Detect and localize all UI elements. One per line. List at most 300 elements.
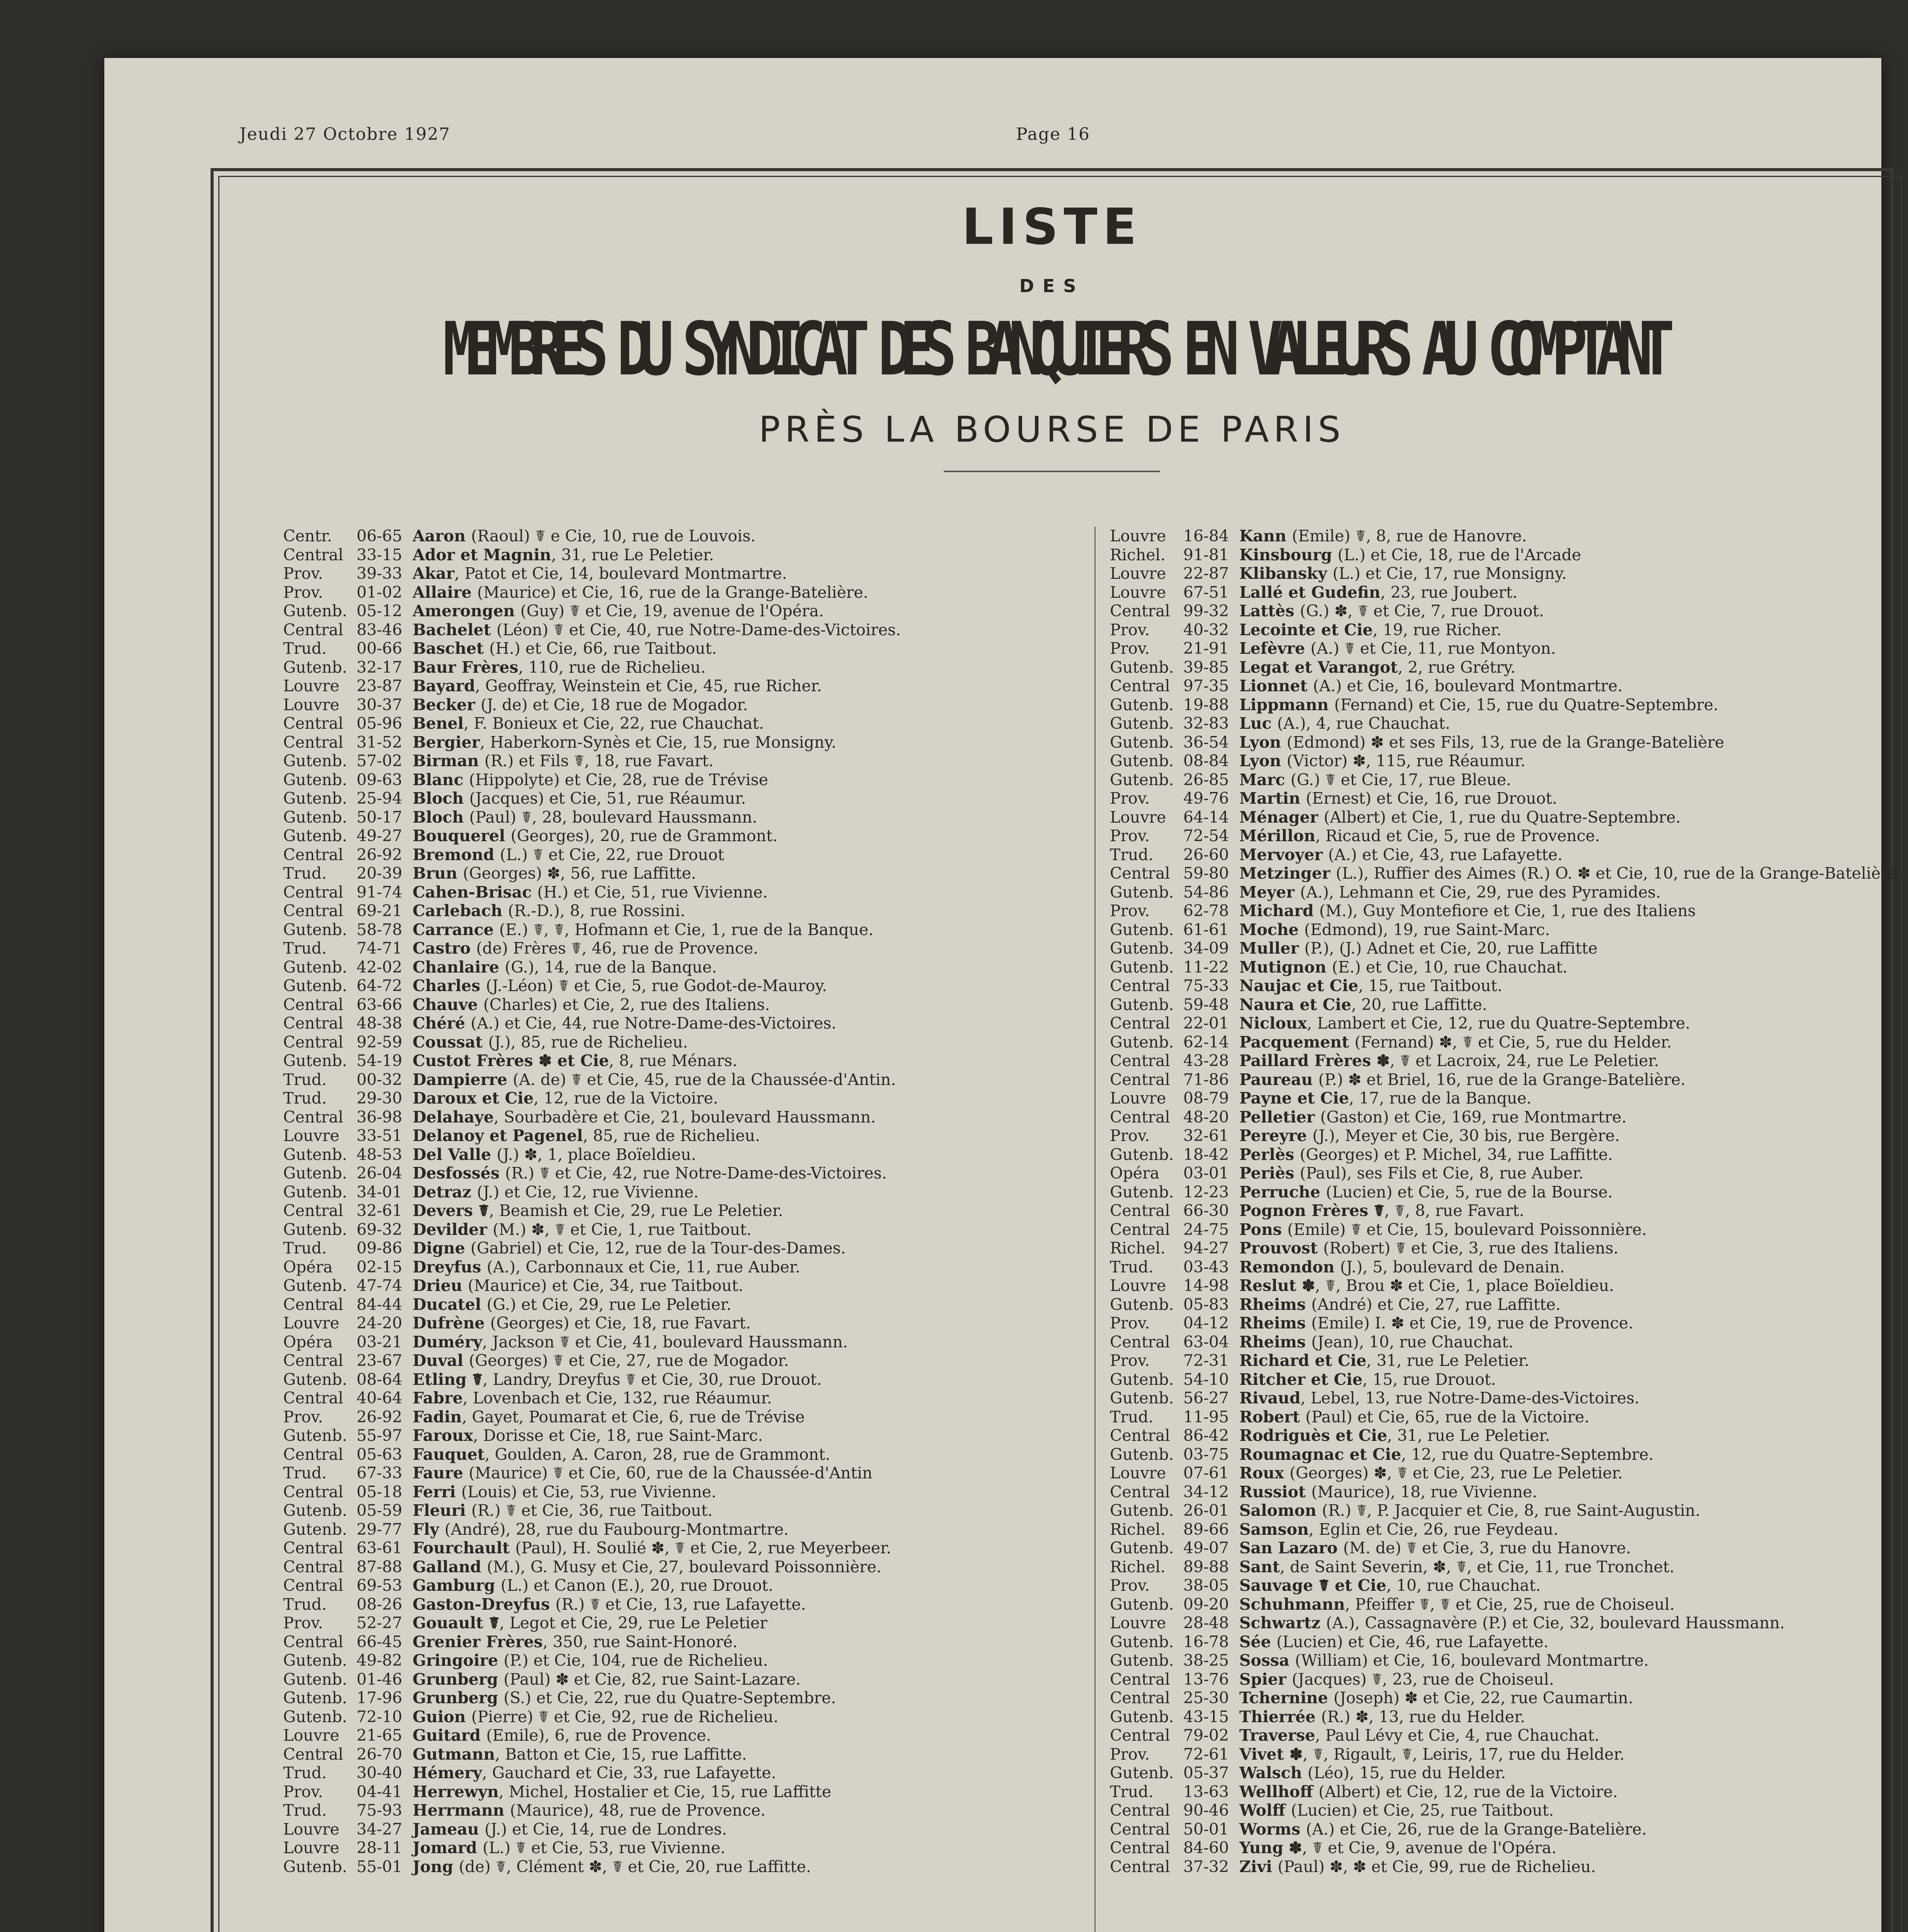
exchange-name: Gutenb. <box>1110 995 1174 1014</box>
member-entry: Sossa (William) et Cie, 16, boulevard Montmartre. <box>1239 1651 1649 1670</box>
exchange-name: Central <box>283 1557 343 1576</box>
phone-number: 09-20 <box>1183 1595 1229 1614</box>
member-entry: Wellhoff (Albert) et Cie, 12, rue de la Victoire. <box>1239 1782 1618 1801</box>
member-entry: Akar, Patot et Cie, 14, boulevard Montmartre. <box>413 564 787 583</box>
phone-number: 09-63 <box>357 770 403 789</box>
member-row <box>1110 1408 1903 1427</box>
member-row <box>283 1633 901 1651</box>
member-entry: Gamburg (L.) et Canon (E.), 20, rue Drouot. <box>413 1576 773 1595</box>
phone-number: 01-46 <box>357 1670 403 1689</box>
phone-number: 04-41 <box>357 1782 403 1801</box>
exchange-name: Central <box>283 1576 343 1595</box>
phone-number: 54-19 <box>357 1051 403 1070</box>
member-row <box>1110 864 1903 883</box>
member-entry: Benel, F. Bonieux et Cie, 22, rue Chauchat. <box>413 714 764 733</box>
member-row <box>283 564 901 583</box>
phone-number: 16-78 <box>1183 1632 1229 1651</box>
member-row <box>283 677 901 696</box>
phone-number: 19-88 <box>1183 695 1229 714</box>
exchange-name: Central <box>283 1107 343 1126</box>
phone-number: 25-30 <box>1183 1689 1229 1707</box>
exchange-name: Gutenb. <box>283 752 347 770</box>
phone-number: 50-17 <box>357 808 403 827</box>
exchange-name: Richel. <box>1110 545 1166 564</box>
exchange-name: Trud. <box>1110 1257 1154 1276</box>
member-row <box>283 696 901 714</box>
exchange-name: Gutenb. <box>1110 695 1174 714</box>
exchange-name: Central <box>1110 1107 1170 1126</box>
exchange-name: Central <box>1110 1820 1170 1838</box>
member-entry: Gringoire (P.) et Cie, 104, rue de Richelieu. <box>413 1651 768 1670</box>
member-row <box>283 958 901 977</box>
exchange-name: Central <box>283 883 343 901</box>
phone-number: 69-21 <box>357 901 403 920</box>
phone-number: 05-83 <box>1183 1295 1229 1314</box>
member-entry: Muller (P.), (J.) Adnet et Cie, 20, rue Laffitte <box>1239 939 1598 957</box>
member-row <box>283 1126 901 1145</box>
member-entry: Kinsbourg (L.) et Cie, 18, rue de l'Arcade <box>1239 545 1581 564</box>
member-entry: Sée (Lucien) et Cie, 46, rue Lafayette. <box>1239 1632 1549 1651</box>
phone-number: 26-60 <box>1183 845 1229 864</box>
member-entry: Fly (André), 28, rue du Faubourg-Montmartre. <box>413 1520 789 1539</box>
exchange-name: Gutenb. <box>1110 752 1174 770</box>
exchange-name: Central <box>1110 1726 1170 1745</box>
phone-number: 17-96 <box>357 1689 403 1707</box>
phone-number: 38-05 <box>1183 1576 1229 1595</box>
exchange-name: Central <box>283 1201 343 1220</box>
member-entry: Zivi (Paul) ✽, ✽ et Cie, 99, rue de Richelieu. <box>1239 1857 1596 1876</box>
member-row <box>1110 621 1903 639</box>
exchange-name: Central <box>1110 1857 1170 1876</box>
member-entry: Lecointe et Cie, 19, rue Richer. <box>1239 620 1502 639</box>
exchange-name: Gutenb. <box>1110 1389 1174 1407</box>
member-row <box>283 1370 901 1389</box>
member-row <box>283 1145 901 1164</box>
exchange-name: Gutenb. <box>283 1051 347 1070</box>
exchange-name: Louvre <box>1110 583 1166 602</box>
member-entry: Etling ☤, Landry, Dreyfus ☤ et Cie, 30, rue Drouot. <box>413 1370 822 1389</box>
exchange-name: Central <box>1110 1426 1170 1445</box>
member-entry: Fourchault (Paul), H. Soulié ✽, ☤ et Cie, 2, rue Meyerbeer. <box>413 1539 891 1557</box>
member-entry: Chanlaire (G.), 14, rue de la Banque. <box>413 957 717 976</box>
member-row <box>283 1595 901 1614</box>
exchange-name: Louvre <box>283 1126 340 1145</box>
exchange-name: Prov. <box>1110 789 1150 808</box>
phone-number: 48-38 <box>357 1014 403 1032</box>
exchange-name: Gutenb. <box>283 1164 347 1182</box>
phone-number: 08-84 <box>1183 752 1229 770</box>
exchange-name: Prov. <box>1110 1576 1150 1595</box>
exchange-name: Central <box>283 733 343 752</box>
member-entry: Legat et Varangot, 2, rue Grétry. <box>1239 658 1516 677</box>
exchange-name: Gutenb. <box>1110 1595 1174 1614</box>
member-row <box>1110 1145 1903 1164</box>
member-row <box>1110 827 1903 845</box>
member-row <box>1110 789 1903 808</box>
phone-number: 36-54 <box>1183 733 1229 752</box>
member-row <box>283 1314 901 1333</box>
member-row <box>283 1239 901 1258</box>
phone-number: 79-02 <box>1183 1726 1229 1745</box>
member-row <box>283 527 901 546</box>
member-entry: Gutmann, Batton et Cie, 15, rue Laffitte. <box>413 1745 747 1764</box>
phone-number: 75-33 <box>1183 976 1229 995</box>
exchange-name: Central <box>283 1632 343 1651</box>
member-entry: Ducatel (G.) et Cie, 29, rue Le Peletier. <box>413 1295 732 1314</box>
exchange-name: Trud. <box>283 1089 327 1107</box>
member-row <box>1110 1670 1903 1689</box>
member-row <box>283 658 901 677</box>
phone-number: 28-11 <box>357 1838 403 1857</box>
phone-number: 16-84 <box>1183 527 1229 545</box>
phone-number: 36-98 <box>357 1107 403 1126</box>
exchange-name: Trud. <box>283 1070 327 1089</box>
exchange-name: Central <box>1110 1689 1170 1707</box>
member-entry: Carrance (E.) ☤, ☤, Hofmann et Cie, 1, rue de la Banque. <box>413 920 873 939</box>
exchange-name: Central <box>1110 1332 1170 1351</box>
exchange-name: Central <box>1110 864 1170 883</box>
member-entry: Herrewyn, Michel, Hostalier et Cie, 15, rue Laffitte <box>413 1782 831 1801</box>
phone-number: 42-02 <box>357 957 403 976</box>
phone-number: 74-71 <box>357 939 403 957</box>
member-row <box>1110 1070 1903 1089</box>
member-entry: Herrmann (Maurice), 48, rue de Provence. <box>413 1801 766 1820</box>
phone-number: 69-53 <box>357 1576 403 1595</box>
member-row <box>1110 1370 1903 1389</box>
member-row <box>283 1183 901 1202</box>
member-row <box>1110 1295 1903 1314</box>
phone-number: 29-30 <box>357 1089 403 1107</box>
phone-number: 26-92 <box>357 1407 403 1426</box>
exchange-name: Central <box>1110 1014 1170 1032</box>
member-entry: San Lazaro (M. de) ☤ et Cie, 3, rue du Hanovre. <box>1239 1539 1631 1557</box>
member-entry: Galland (M.), G. Musy et Cie, 27, boulevard Poissonnière. <box>413 1557 882 1576</box>
member-entry: Roux (Georges) ✽, ☤ et Cie, 23, rue Le Peletier. <box>1239 1464 1623 1482</box>
header-page-number: Page 16 <box>1016 124 1091 144</box>
phone-number: 24-20 <box>357 1314 403 1332</box>
member-row <box>283 995 901 1014</box>
title-rule <box>944 471 1160 472</box>
exchange-name: Louvre <box>1110 527 1166 545</box>
phone-number: 47-74 <box>357 1276 403 1295</box>
member-row <box>283 1351 901 1370</box>
member-entry: Jomard (L.) ☤ et Cie, 53, rue Vivienne. <box>413 1838 725 1857</box>
phone-number: 59-80 <box>1183 864 1229 883</box>
phone-number: 62-14 <box>1183 1032 1229 1051</box>
phone-number: 66-45 <box>357 1632 403 1651</box>
member-entry: Blanc (Hippolyte) et Cie, 28, rue de Trévise <box>413 770 768 789</box>
member-entry: Allaire (Maurice) et Cie, 16, rue de la Grange-Batelière. <box>413 583 868 602</box>
member-entry: Brun (Georges) ✽, 56, rue Laffitte. <box>413 864 697 883</box>
member-row <box>1110 1782 1903 1801</box>
member-row <box>283 920 901 939</box>
member-row <box>1110 1014 1903 1033</box>
phone-number: 63-61 <box>357 1539 403 1557</box>
member-entry: Thierrée (R.) ✽, 13, rue du Helder. <box>1239 1707 1525 1726</box>
phone-number: 03-01 <box>1183 1164 1229 1182</box>
member-row <box>1110 1333 1903 1352</box>
member-entry: Lippmann (Fernand) et Cie, 15, rue du Quatre-Septembre. <box>1239 695 1719 714</box>
phone-number: 11-22 <box>1183 957 1229 976</box>
phone-number: 69-32 <box>357 1220 403 1239</box>
member-row <box>1110 1539 1903 1558</box>
member-row <box>1110 1820 1903 1839</box>
member-row <box>283 1558 901 1577</box>
exchange-name: Gutenb. <box>1110 1651 1174 1670</box>
member-entry: Meyer (A.), Lehmann et Cie, 29, rue des Pyramides. <box>1239 883 1661 901</box>
exchange-name: Opéra <box>1110 1164 1160 1182</box>
phone-number: 23-87 <box>357 677 403 695</box>
phone-number: 05-18 <box>357 1482 403 1501</box>
member-row <box>1110 1651 1903 1670</box>
member-entry: Jameau (J.) et Cie, 14, rue de Londres. <box>413 1820 727 1838</box>
exchange-name: Gutenb. <box>1110 770 1174 789</box>
exchange-name: Trud. <box>283 639 327 658</box>
title-liste: LISTE <box>962 198 1142 256</box>
member-row <box>283 789 901 808</box>
exchange-name: Trud. <box>283 864 327 883</box>
phone-number: 43-28 <box>1183 1051 1229 1070</box>
member-row <box>283 1838 901 1857</box>
exchange-name: Trud. <box>283 1239 327 1257</box>
column-divider <box>1094 527 1096 1932</box>
exchange-name: Prov. <box>1110 901 1150 920</box>
member-row <box>283 1014 901 1033</box>
exchange-name: Gutenb. <box>1110 1764 1174 1782</box>
member-entry: Pacquement (Fernand) ✽, ☤ et Cie, 5, rue du Helder. <box>1239 1032 1672 1051</box>
phone-number: 59-48 <box>1183 995 1229 1014</box>
exchange-name: Gutenb. <box>283 920 347 939</box>
member-entry: Salomon (R.) ☤, P. Jacquier et Cie, 8, rue Saint-Augustin. <box>1239 1501 1701 1520</box>
member-entry: Bergier, Haberkorn-Synès et Cie, 15, rue Monsigny. <box>413 733 836 752</box>
exchange-name: Louvre <box>283 1726 340 1745</box>
phone-number: 99-32 <box>1183 602 1229 620</box>
phone-number: 50-01 <box>1183 1820 1229 1838</box>
exchange-name: Central <box>1110 1051 1170 1070</box>
member-row <box>1110 1051 1903 1070</box>
exchange-name: Gutenb. <box>283 1370 347 1389</box>
phone-number: 01-02 <box>357 583 403 602</box>
member-entry: Del Valle (J.) ✽, 1, place Boïeldieu. <box>413 1145 696 1164</box>
member-row <box>283 1782 901 1801</box>
member-entry: Nicloux, Lambert et Cie, 12, rue du Quatre-Septembre. <box>1239 1014 1691 1032</box>
member-entry: Schwartz (A.), Cassagnavère (P.) et Cie, 32, boulevard Haussmann. <box>1239 1614 1785 1632</box>
member-entry: Ménager (Albert) et Cie, 1, rue du Quatre-Septembre. <box>1239 808 1681 827</box>
phone-number: 08-26 <box>357 1595 403 1614</box>
member-entry: Grunberg (Paul) ✽ et Cie, 82, rue Saint-Lazare. <box>413 1670 801 1689</box>
phone-number: 21-91 <box>1183 639 1229 658</box>
member-row <box>283 1689 901 1708</box>
member-row <box>1110 714 1903 733</box>
member-row <box>283 1333 901 1352</box>
exchange-name: Gutenb. <box>1110 1539 1174 1557</box>
exchange-name: Trud. <box>1110 845 1154 864</box>
header-date: Jeudi 27 Octobre 1927 <box>240 124 451 144</box>
phone-number: 25-94 <box>357 789 403 808</box>
exchange-name: Gutenb. <box>283 1276 347 1295</box>
member-row <box>283 864 901 883</box>
member-row <box>1110 995 1903 1014</box>
phone-number: 48-53 <box>357 1145 403 1164</box>
member-row <box>1110 1633 1903 1651</box>
exchange-name: Richel. <box>1110 1557 1166 1576</box>
member-row <box>1110 527 1903 546</box>
phone-number: 05-37 <box>1183 1764 1229 1782</box>
exchange-name: Louvre <box>1110 1089 1166 1107</box>
phone-number: 49-27 <box>357 827 403 845</box>
exchange-name: Prov. <box>1110 1126 1150 1145</box>
member-row <box>283 976 901 995</box>
member-row <box>283 1033 901 1052</box>
member-row <box>283 714 901 733</box>
exchange-name: Trud. <box>1110 1407 1154 1426</box>
exchange-name: Gutenb. <box>1110 1182 1174 1201</box>
phone-number: 61-61 <box>1183 920 1229 939</box>
phone-number: 56-27 <box>1183 1389 1229 1407</box>
phone-number: 89-66 <box>1183 1520 1229 1539</box>
exchange-name: Gutenb. <box>283 827 347 845</box>
phone-number: 90-46 <box>1183 1801 1229 1820</box>
member-entry: Lallé et Gudefin, 23, rue Joubert. <box>1239 583 1518 602</box>
phone-number: 72-61 <box>1183 1745 1229 1764</box>
member-row <box>1110 1389 1903 1408</box>
member-entry: Sant, de Saint Severin, ✽, ☤, et Cie, 11, rue Tronchet. <box>1239 1557 1675 1576</box>
phone-number: 00-66 <box>357 639 403 658</box>
exchange-name: Gutenb. <box>283 808 347 827</box>
phone-number: 49-07 <box>1183 1539 1229 1557</box>
member-entry: Michard (M.), Guy Montefiore et Cie, 1, rue des Italiens <box>1239 901 1696 920</box>
phone-number: 30-37 <box>357 695 403 714</box>
member-entry: Worms (A.) et Cie, 26, rue de la Grange-Batelière. <box>1239 1820 1647 1838</box>
phone-number: 14-98 <box>1183 1276 1229 1295</box>
member-row <box>1110 1351 1903 1370</box>
member-entry: Pons (Emile) ☤ et Cie, 15, boulevard Poissonnière. <box>1239 1220 1647 1239</box>
member-entry: Duméry, Jackson ☤ et Cie, 41, boulevard Haussmann. <box>413 1332 848 1351</box>
member-row <box>1110 1558 1903 1577</box>
phone-number: 03-43 <box>1183 1257 1229 1276</box>
member-entry: Dufrène (Georges) et Cie, 18, rue Favart. <box>413 1314 751 1332</box>
phone-number: 06-65 <box>357 527 403 545</box>
phone-number: 39-33 <box>357 564 403 583</box>
member-entry: Periès (Paul), ses Fils et Cie, 8, rue Auber. <box>1239 1164 1584 1182</box>
member-row <box>1110 733 1903 752</box>
exchange-name: Central <box>283 995 343 1014</box>
member-entry: Gaston-Dreyfus (R.) ☤ et Cie, 13, rue Lafayette. <box>413 1595 806 1614</box>
exchange-name: Gutenb. <box>283 1182 347 1201</box>
member-entry: Naura et Cie, 20, rue Laffitte. <box>1239 995 1487 1014</box>
phone-number: 86-42 <box>1183 1426 1229 1445</box>
member-row <box>1110 1764 1903 1782</box>
exchange-name: Central <box>283 1014 343 1032</box>
phone-number: 54-86 <box>1183 883 1229 901</box>
phone-number: 28-48 <box>1183 1614 1229 1632</box>
member-entry: Duval (Georges) ☤ et Cie, 27, rue de Mogador. <box>413 1351 789 1370</box>
phone-number: 52-27 <box>357 1614 403 1632</box>
members-column-right <box>1110 527 1903 1876</box>
phone-number: 24-75 <box>1183 1220 1229 1239</box>
phone-number: 03-75 <box>1183 1445 1229 1464</box>
exchange-name: Central <box>283 1032 343 1051</box>
member-row <box>1110 1483 1903 1502</box>
phone-number: 33-51 <box>357 1126 403 1145</box>
phone-number: 40-32 <box>1183 620 1229 639</box>
exchange-name: Prov. <box>283 564 323 583</box>
exchange-name: Central <box>283 1745 343 1764</box>
exchange-name: Prov. <box>1110 1351 1150 1370</box>
member-row <box>1110 1689 1903 1708</box>
member-entry: Tchernine (Joseph) ✽ et Cie, 22, rue Caumartin. <box>1239 1689 1633 1707</box>
exchange-name: Central <box>283 845 343 864</box>
exchange-name: Prov. <box>283 1614 323 1632</box>
member-row <box>1110 1126 1903 1145</box>
phone-number: 83-46 <box>357 620 403 639</box>
exchange-name: Gutenb. <box>283 602 347 620</box>
phone-number: 34-12 <box>1183 1482 1229 1501</box>
exchange-name: Gutenb. <box>1110 1032 1174 1051</box>
exchange-name: Louvre <box>283 1838 340 1857</box>
member-entry: Luc (A.), 4, rue Chauchat. <box>1239 714 1450 733</box>
exchange-name: Central <box>283 1389 343 1407</box>
phone-number: 32-61 <box>357 1201 403 1220</box>
member-row <box>283 1576 901 1595</box>
exchange-name: Trud. <box>283 1464 327 1482</box>
member-row <box>283 1220 901 1239</box>
member-row <box>283 770 901 789</box>
member-entry: Yung ✽, ☤ et Cie, 9, avenue de l'Opéra. <box>1239 1838 1556 1857</box>
member-entry: Coussat (J.), 85, rue de Richelieu. <box>413 1032 688 1051</box>
member-entry: Payne et Cie, 17, rue de la Banque. <box>1239 1089 1532 1107</box>
member-entry: Traverse, Paul Lévy et Cie, 4, rue Chauchat. <box>1239 1726 1600 1745</box>
member-entry: Bloch (Jacques) et Cie, 51, rue Réaumur. <box>413 789 746 808</box>
member-row <box>1110 1426 1903 1445</box>
phone-number: 32-61 <box>1183 1126 1229 1145</box>
member-row <box>283 1857 901 1876</box>
phone-number: 26-04 <box>357 1164 403 1182</box>
member-entry: Kann (Emile) ☤, 8, rue de Hanovre. <box>1239 527 1527 545</box>
exchange-name: Central <box>283 1351 343 1370</box>
member-row <box>283 1295 901 1314</box>
phone-number: 26-01 <box>1183 1501 1229 1520</box>
member-entry: Rivaud, Lebel, 13, rue Notre-Dame-des-Victoires. <box>1239 1389 1640 1407</box>
exchange-name: Central <box>1110 677 1170 695</box>
member-row <box>1110 808 1903 827</box>
phone-number: 09-86 <box>357 1239 403 1257</box>
phone-number: 72-10 <box>357 1707 403 1726</box>
exchange-name: Opéra <box>283 1257 333 1276</box>
member-entry: Martin (Ernest) et Cie, 16, rue Drouot. <box>1239 789 1557 808</box>
phone-number: 64-72 <box>357 976 403 995</box>
member-row <box>1110 752 1903 770</box>
member-entry: Castro (de) Frères ☤, 46, rue de Provence. <box>413 939 758 957</box>
phone-number: 33-15 <box>357 545 403 564</box>
member-entry: Lionnet (A.) et Cie, 16, boulevard Montmartre. <box>1239 677 1623 695</box>
subtitle: PRÈS LA BOURSE DE PARIS <box>759 409 1345 450</box>
member-row <box>283 1070 901 1089</box>
member-row <box>1110 845 1903 864</box>
member-entry: Schuhmann, Pfeiffer ☤, ☤ et Cie, 25, rue de Choiseul. <box>1239 1595 1675 1614</box>
member-row <box>283 1764 901 1782</box>
member-entry: Marc (G.) ☤ et Cie, 17, rue Bleue. <box>1239 770 1511 789</box>
exchange-name: Gutenb. <box>283 1426 347 1445</box>
member-row <box>1110 546 1903 565</box>
member-row <box>283 1164 901 1183</box>
phone-number: 75-93 <box>357 1801 403 1820</box>
phone-number: 48-20 <box>1183 1107 1229 1126</box>
member-row <box>1110 976 1903 995</box>
phone-number: 38-25 <box>1183 1651 1229 1670</box>
member-row <box>1110 958 1903 977</box>
title-des: DES <box>1019 276 1085 296</box>
